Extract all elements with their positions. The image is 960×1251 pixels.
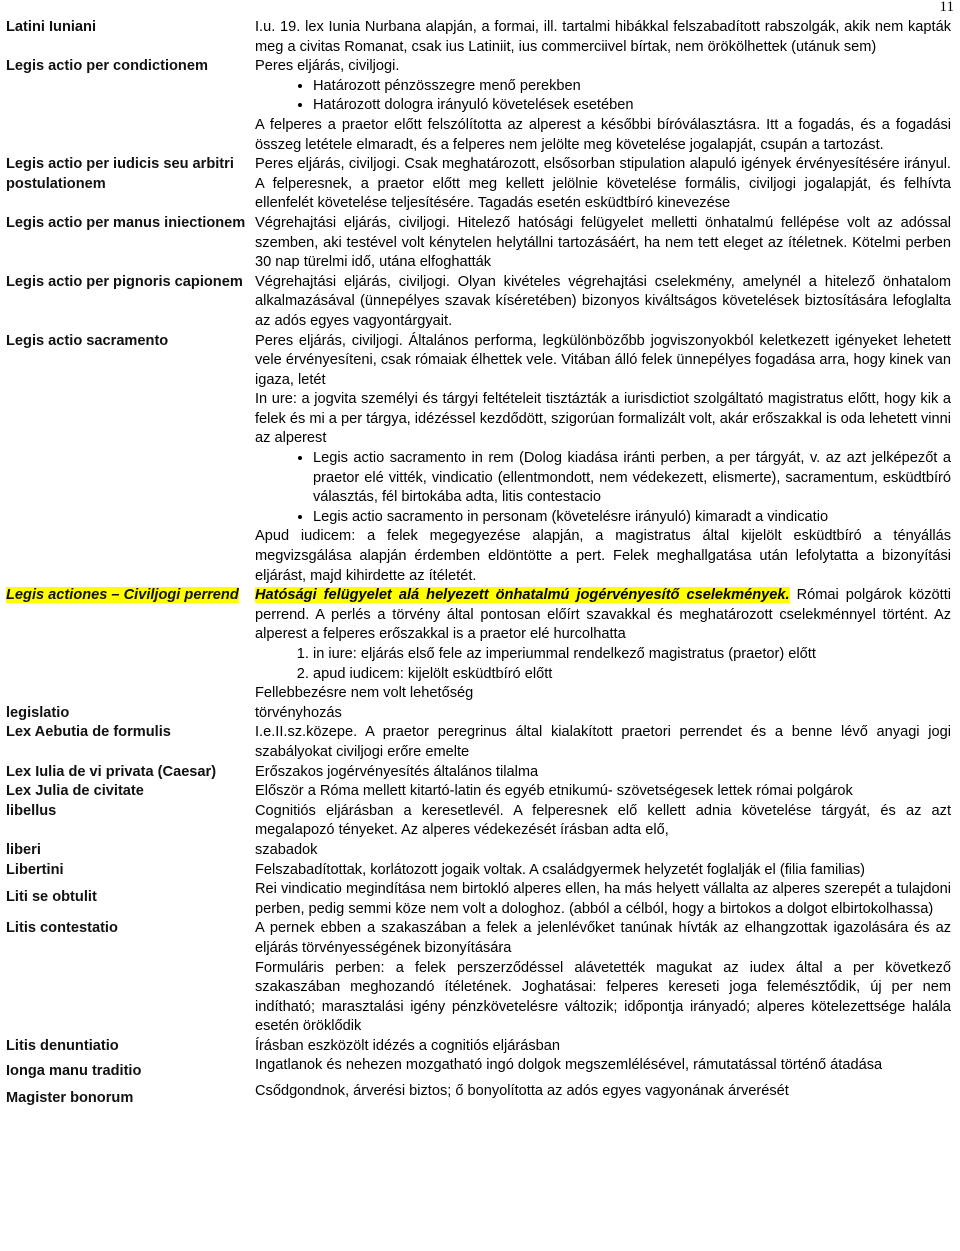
list-item: 1. in iure: eljárás első fele az imperiummal rendelkező magistratus (praetor) előtt (313, 645, 951, 665)
term: Lex Iulia de vi privata (Caesar) (6, 763, 217, 780)
table-row (3, 841, 953, 861)
definition (252, 880, 953, 919)
table-row (3, 18, 953, 57)
definition (252, 57, 953, 155)
definition-text (255, 586, 951, 645)
definition-text: Erőszakos jogérvényesítés általános tilalma (255, 763, 539, 780)
definition-text: A pernek ebben a szakaszában a felek a jelenlévőket tanúnak hívták az elhangzottak igazolására és az eljárás törvényességének bizonyítására (255, 920, 951, 956)
definition-text: Írásban eszközölt idézés a cognitiós eljárásban (255, 1037, 561, 1054)
table-row (3, 214, 953, 273)
term: libellus (6, 802, 57, 819)
highlighted-definition: Hatósági felügyelet alá helyezett önhatalmú jogérvényesítő cselekmények. (255, 587, 790, 604)
definition (252, 586, 953, 704)
definition (252, 763, 953, 783)
term: Legis actio per manus iniectionem (6, 214, 246, 231)
definition-text: Formuláris perben: a felek perszerződéssel alávetették magukat az iudex által a per következő szakaszában meghozandó ítéletének. Joghatásai: felperes kereseti joga felemésztődik, új per nem indítható; marasztalási igény pénzkövetelésre változik; időpontja irányadó; alperes kötelezettsége halála esetén öröklődik (255, 959, 951, 1035)
definition (252, 18, 953, 57)
list-item: 2. apud iudicem: kijelölt esküdtbíró előtt (313, 665, 951, 685)
definition (252, 861, 953, 881)
definition-text: Végrehajtási eljárás, civiljogi. Olyan kivételes végrehajtási cselekmény, amelynél a hitelező önhatalom alkalmazásával (ünnepélyes szavak kíséretében) bizonyos kiváltságos követelések biztosítására lefoglalta az adós egyes vagyontárgyait. (255, 273, 951, 329)
definition-text: I.e.II.sz.közepe. A praetor peregrinus által kialakított praetori perrendet és a benne lévő anyagi jogi szabályokat civiljogi erőre emelte (255, 724, 951, 760)
definition (252, 155, 953, 214)
term: liberi (6, 841, 41, 858)
table-row (3, 1037, 953, 1057)
term: legislatio (6, 704, 70, 721)
list-item: • Határozott pénzösszegre menő perekben (313, 77, 951, 97)
bullet-list (255, 77, 951, 116)
term (3, 1082, 252, 1109)
definition (252, 919, 953, 1037)
table-row (3, 1082, 953, 1109)
term (3, 880, 252, 919)
definition (252, 1056, 953, 1082)
term: Legis actio per pignoris capionem (6, 273, 243, 290)
term (3, 586, 252, 704)
definition-text: Felszabadítottak, korlátozott jogaik voltak. A családgyermek helyzetét foglalják el (filia familias) (255, 861, 865, 878)
page-number: 11 (939, 0, 954, 15)
table-row (3, 861, 953, 881)
definition-text: Fellebbezésre nem volt lehetőség (255, 685, 474, 702)
list-item: • Legis actio sacramento in personam (követelésre irányuló) kimaradt a vindicatio (313, 508, 951, 528)
term-text: Magister bonorum (6, 1090, 134, 1107)
table-row (3, 332, 953, 587)
table-row (3, 704, 953, 724)
definition (252, 802, 953, 841)
definition-text: Ingatlanok és nehezen mozgatható ingó dolgok megszemlélésével, rámutatással történő átadása (255, 1057, 883, 1074)
table-row (3, 763, 953, 783)
definition-text: I.u. 19. lex Iunia Nurbana alapján, a formai, ill. tartalmi hibákkal felszabadított rabszolgák, akik nem kapták meg a civitas Romanat, csak ius Latiniit, ius commerciivel bírtak, nem örökölhettek (utánuk sem) (255, 19, 951, 55)
definition (252, 782, 953, 802)
definition-text: Cognitiós eljárásban a keresetlevél. A felperesnek elő kellett adnia követelése tárgyát, és az azt megalapozó tényeket. Az alperes védekezését írásban adta elő, (255, 802, 951, 839)
table-row (3, 782, 953, 802)
definition-text: Peres eljárás, civiljogi. Csak meghatározott, elsősorban stipulation alapuló igények érvényesítésére irányul. A felperesnek, a praetor előtt meg kellett jelölnie követelése formális, civiljogi jogalapját, és felhívta ellenfelét követelése teljesítésére. Tagadás esetén esküdtbíró kinevezése (255, 156, 951, 212)
term: Litis denuntiatio (6, 1037, 119, 1054)
table-row (3, 1056, 953, 1082)
definition (252, 1037, 953, 1057)
definition-text: Peres eljárás, civiljogi. (255, 58, 400, 75)
definition (252, 1082, 953, 1109)
term: Legis actio sacramento (6, 332, 169, 349)
definition (252, 332, 953, 587)
highlighted-term: Legis actiones – Civiljogi perrend (6, 587, 239, 604)
term: Legis actio per iudicis seu arbitri postulationem (6, 156, 234, 192)
table-row (3, 880, 953, 919)
term: Legis actio per condictionem (6, 58, 208, 75)
definition-text: Végrehajtási eljárás, civiljogi. Hitelező hatósági felügyelet melletti önhatalmú fellépése volt az adóssal szemben, aki testével volt kénytelen helytállni tartozásáért, ha nem tett eleget az ítéletnek. Kötelmi perben 30 nap türelmi idő, utána elfoghatták (255, 214, 951, 271)
term-text: Ionga manu traditio (6, 1063, 142, 1080)
table-row (3, 155, 953, 214)
definition (252, 273, 953, 332)
definition-text: Apud iudicem: a felek megegyezése alapján, a magistratus által kijelölt esküdtbíró a tényállás megvizsgálása alapján érdemben eldöntötte a pert. Felek meghallgatása után lefolytatta a bizonyítási eljárást, majd kihirdette az ítéletét. (255, 528, 951, 584)
bullet-list (255, 449, 951, 527)
table-row (3, 723, 953, 762)
definition-text: A felperes a praetor előtt felszólította az alperest a későbbi bíróválasztásra. Itt a fogadás, és a fogadási összeg letétele elmaradt, és a felperes nem jelölte meg követelése jogalapját, csupán a tartozást. (255, 116, 951, 153)
term: Libertini (6, 861, 64, 878)
definition-text: Peres eljárás, civiljogi. Általános performa, legkülönbözőbb jogviszonyokból keletkezett igényeket lehetett vele érvényesíteni, csak rómaiak élhettek vele. Vitában álló felek ünnepélyes fogadása arra, hogy kinek van igaza, letét (255, 332, 951, 388)
definition (252, 841, 953, 861)
definition-text: Rei vindicatio megindítása nem birtokló alperes ellen, ha más helyett vállalta az alperes szerepét a tulajdoni perben, pedig semmi köze nem volt a dologhoz. (abból a célból, hogy a birtokos a dolgot elbirtokolhassa) (255, 881, 951, 917)
term (3, 1056, 252, 1082)
definition (252, 214, 953, 273)
table-row (3, 273, 953, 332)
term-text: Liti se obtulit (6, 889, 97, 906)
table-row (3, 57, 953, 155)
list-item: • Legis actio sacramento in rem (Dolog kiadása iránti perben, a per tárgyát, v. az azt jelképezőt a praetor elé vitték, vindicatio (ellentmondott, nem védekezett, elismerte), sacramentum, esküdtbíró választás, fél birtokába adta, litis contestacio (313, 449, 951, 508)
numbered-list (255, 645, 951, 684)
table-row (3, 586, 953, 704)
table-row (3, 919, 953, 1037)
definition-text: törvényhozás (255, 704, 342, 721)
definition (252, 704, 953, 724)
list-item: • Határozott dologra irányuló követelések esetében (313, 96, 951, 116)
glossary-table (3, 18, 953, 1109)
definition-continuation: Római polgárok közötti perrend. A perlés a törvény által pontosan előírt szavakkal és meghatározott cselekménnyel történt. Az alperest a felperes erőszakkal is a praetor elé hurcolhatta (255, 587, 952, 643)
definition (252, 723, 953, 762)
definition-text: Csődgondnok, árverési biztos; ő bonyolította az adós egyes vagyonának árverését (255, 1083, 789, 1100)
term: Litis contestatio (6, 920, 118, 937)
definition-text: szabadok (255, 841, 318, 858)
definition-text: Először a Róma mellett kitartó-latin és egyéb etnikumú- szövetségesek lettek római polgárok (255, 783, 853, 800)
term: Lex Julia de civitate (6, 783, 144, 800)
table-row (3, 802, 953, 841)
definition-text: In ure: a jogvita személyi és tárgyi feltételeit tisztázták a iurisdictiot szolgáltató magistratus előtt, hogy kik a felek és mi a per tárgya, idézéssel kezdődött, szigorúan formalizált volt, akár erőszakkal is oda lehetett vinni az alperest (255, 391, 951, 447)
term: Lex Aebutia de formulis (6, 724, 171, 741)
term: Latini Iuniani (6, 19, 96, 35)
